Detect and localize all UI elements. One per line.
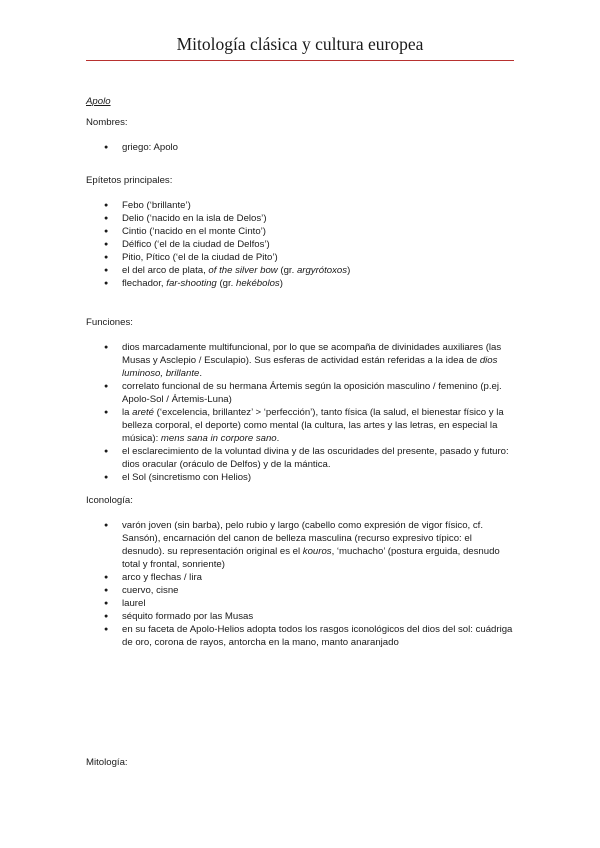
list-item: ● varón joven (sin barba), pelo rubio y largo (cabello como expresión de vigor físico, cf. Sansón), encarnación del canon de belleza masculina (recurso expresivo típico: el desnudo). su representación original es el kouros, ‘muchacho’ (postura erguida, desnudo total y frontal, sonriente) <box>104 519 516 571</box>
list-item: ● dios marcadamente multifuncional, por lo que se acompaña de divinidades auxiliares (las Musas y Asclepio / Esculapio). Sus esferas de actividad están referidas a la idea de dios luminoso, brillante. <box>104 341 516 380</box>
list-item: ● Pitio, Pítico (‘el de la ciudad de Pito’) <box>104 251 516 264</box>
list-item: ● Febo (‘brillante’) <box>104 199 516 212</box>
list-item: ● correlato funcional de su hermana Ártemis según la oposición masculino / femenino (p.ej. Apolo-Sol / Ártemis-Luna) <box>104 380 516 406</box>
heading-epitetos: Epítetos principales: <box>86 175 173 186</box>
heading-nombres: Nombres: <box>86 117 128 128</box>
page-header-title: Mitología clásica y cultura europea <box>176 34 424 54</box>
list-item: ● Cintio (‘nacido en el monte Cinto’) <box>104 225 516 238</box>
list-item: ● la areté (‘excelencia, brillantez’ > ‘perfección’), tanto física (la salud, el bienestar físico y la belleza corporal, el deporte) como mental (la cultura, las artes y las letras, en especial la música): mens sana in corpore sano. <box>104 406 516 445</box>
heading-iconologia: Iconología: <box>86 495 133 506</box>
list-item: ● séquito formado por las Musas <box>104 610 516 623</box>
heading-mitologia: Mitología: <box>86 757 128 768</box>
list-item: ● en su faceta de Apolo-Helios adopta todos los rasgos iconológicos del dios del sol: cuádriga de oro, corona de rayos, antorcha en la mano, manto anaranjado <box>104 623 516 649</box>
document-body <box>86 95 516 649</box>
heading-funciones: Funciones: <box>86 317 133 328</box>
list-item: ● el Sol (sincretismo con Helios) <box>104 471 516 484</box>
list-item: ● flechador, far-shooting (gr. hekébolos) <box>104 277 516 290</box>
list-item: ● Delio (‘nacido en la isla de Delos’) <box>104 212 516 225</box>
list-iconologia <box>86 519 516 649</box>
list-epitetos <box>86 199 516 290</box>
list-item: ● el del arco de plata, of the silver bow (gr. argyrótoxos) <box>104 264 516 277</box>
list-item: ● laurel <box>104 597 516 610</box>
list-item: ● Délfico (‘el de la ciudad de Delfos’) <box>104 238 516 251</box>
section-title-apolo: Apolo <box>86 96 111 107</box>
list-funciones <box>86 341 516 484</box>
header-divider <box>86 60 514 61</box>
list-nombres <box>86 141 516 154</box>
list-item: ● griego: Apolo <box>104 141 516 154</box>
list-item: ● arco y flechas / lira <box>104 571 516 584</box>
list-item: ● cuervo, cisne <box>104 584 516 597</box>
list-item: ● el esclarecimiento de la voluntad divina y de las oscuridades del presente, pasado y futuro: dios oracular (oráculo de Delfos) y de la mántica. <box>104 445 516 471</box>
